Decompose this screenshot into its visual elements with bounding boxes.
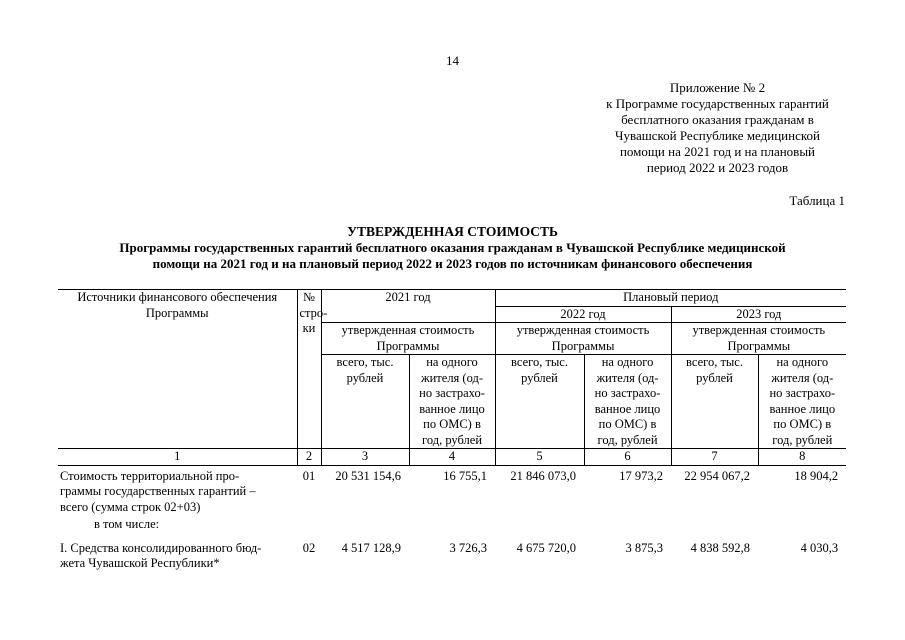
appendix-line: к Программе государственных гарантий bbox=[606, 96, 829, 111]
column-number-row bbox=[58, 449, 846, 466]
subtitle-line: помощи на 2021 год и на плановый период 2022 и 2023 годов по источникам финансового обеспечения bbox=[152, 256, 753, 271]
document-title: УТВЕРЖДЕННАЯ СТОИМОСТЬ bbox=[347, 224, 558, 239]
value-total-2023: 22 954 067,2 bbox=[684, 468, 751, 483]
column-number: 2 bbox=[297, 449, 321, 466]
value-per-capita-2021: 3 726,3 bbox=[449, 540, 488, 555]
header-approved-cost: утвержденная стоимость Программы bbox=[321, 323, 495, 355]
table-row bbox=[58, 465, 846, 517]
column-number: 4 bbox=[409, 449, 495, 466]
value-per-capita-2023: 18 904,2 bbox=[794, 468, 839, 483]
appendix-block bbox=[590, 80, 845, 176]
header-approved-cost: утвержденная стоимость Программы bbox=[671, 323, 846, 355]
header-row-number: № стро- ки bbox=[297, 290, 321, 449]
value-per-capita-2022: 17 973,2 bbox=[619, 468, 664, 483]
value-total-2021: 20 531 154,6 bbox=[335, 468, 401, 483]
header-per-capita: на одного жителя (од- но застрахо- ванное лицо по ОМС) в год, рублей bbox=[409, 355, 495, 449]
row-number: 01 bbox=[302, 468, 316, 483]
table-label: Таблица 1 bbox=[789, 193, 845, 208]
header-planned-period: Плановый период bbox=[495, 290, 846, 307]
column-number: 7 bbox=[671, 449, 758, 466]
appendix-line: бесплатного оказания гражданам в bbox=[621, 112, 814, 127]
header-per-capita: на одного жителя (од- но застрахо- ванное лицо по ОМС) в год, рублей bbox=[584, 355, 671, 449]
row-description: I. Средства консолидированного бюд- жета Чувашской Республики* bbox=[60, 540, 262, 570]
value-total-2022: 21 846 073,0 bbox=[510, 468, 577, 483]
financing-table bbox=[58, 289, 846, 572]
row-note: в том числе: bbox=[94, 517, 160, 531]
column-number: 5 bbox=[495, 449, 584, 466]
appendix-line: Чувашской Республике медицинской bbox=[615, 128, 820, 143]
header-total: всего, тыс. рублей bbox=[495, 355, 584, 449]
column-number: 8 bbox=[758, 449, 846, 466]
table-row bbox=[58, 517, 846, 533]
document-subtitle bbox=[60, 240, 845, 272]
column-number: 6 bbox=[584, 449, 671, 466]
page-number: 14 bbox=[446, 53, 459, 68]
header-total: всего, тыс. рублей bbox=[671, 355, 758, 449]
column-number: 3 bbox=[321, 449, 409, 466]
subtitle-line: Программы государственных гарантий бесплатного оказания гражданам в Чувашской Республике медицинской bbox=[119, 240, 786, 255]
header-year-2023: 2023 год bbox=[671, 306, 846, 323]
row-number: 02 bbox=[302, 540, 316, 555]
value-per-capita-2022: 3 875,3 bbox=[625, 540, 664, 555]
column-number: 1 bbox=[58, 449, 297, 466]
table-row bbox=[58, 533, 846, 572]
value-total-2023: 4 838 592,8 bbox=[690, 540, 751, 555]
value-per-capita-2023: 4 030,3 bbox=[800, 540, 839, 555]
header-source: Источники финансового обеспечения Программы bbox=[58, 290, 297, 449]
appendix-line: период 2022 и 2023 годов bbox=[646, 160, 789, 175]
value-per-capita-2021: 16 755,1 bbox=[443, 468, 488, 483]
header-approved-cost: утвержденная стоимость Программы bbox=[495, 323, 671, 355]
value-total-2022: 4 675 720,0 bbox=[516, 540, 577, 555]
header-per-capita: на одного жителя (од- но застрахо- ванное лицо по ОМС) в год, рублей bbox=[758, 355, 846, 449]
appendix-line: Приложение № 2 bbox=[669, 80, 766, 95]
header-total: всего, тыс. рублей bbox=[321, 355, 409, 449]
row-description: Стоимость территориальной про- граммы государственных гарантий – всего (сумма строк 02+03) bbox=[60, 468, 256, 514]
header-year-2021: 2021 год bbox=[321, 290, 495, 323]
header-year-2022: 2022 год bbox=[495, 306, 671, 323]
value-total-2021: 4 517 128,9 bbox=[341, 540, 401, 555]
appendix-line: помощи на 2021 год и на плановый bbox=[619, 144, 816, 159]
